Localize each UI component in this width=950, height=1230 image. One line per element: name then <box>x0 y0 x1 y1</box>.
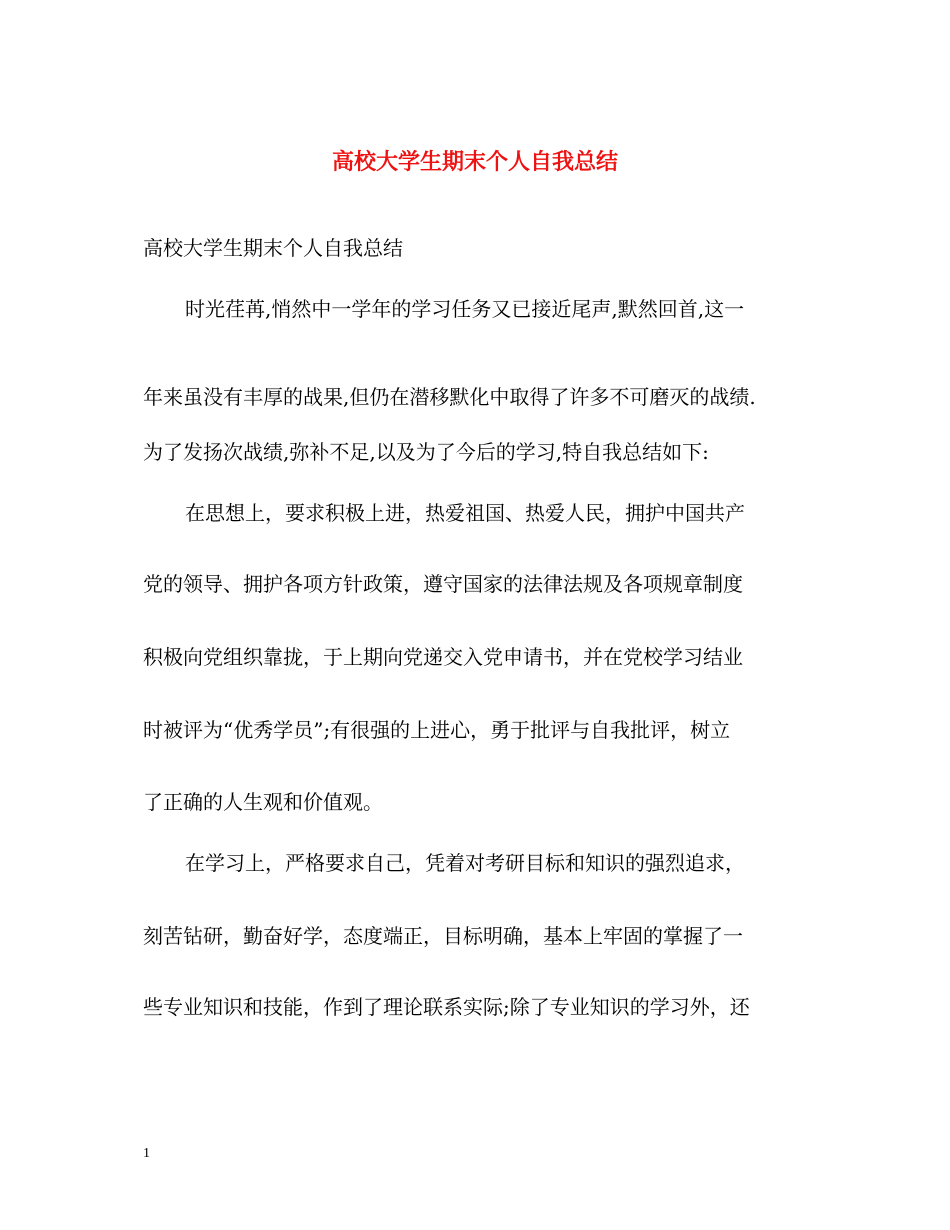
paragraph-line: 年来虽没有丰厚的战果,但仍在潜移默化中取得了许多不可磨灭的战绩. <box>143 385 756 409</box>
paragraph-line: 时被评为“优秀学员”;有很强的上进心，勇于批评与自我批评，树立 <box>143 718 731 742</box>
paragraph-line: 了正确的人生观和价值观。 <box>143 790 383 814</box>
document-title: 高校大学生期末个人自我总结 <box>331 149 618 175</box>
paragraph-line: 刻苦钻研，勤奋好学，态度端正，目标明确，基本上牢固的掌握了一 <box>143 924 743 948</box>
paragraph-line: 在学习上，严格要求自己，凭着对考研目标和知识的强烈追求， <box>185 851 745 875</box>
paragraph-line: 党的领导、拥护各项方针政策，遵守国家的法律法规及各项规章制度 <box>143 572 743 596</box>
paragraph-line: 为了发扬次战绩,弥补不足,以及为了今后的学习,特自我总结如下: <box>143 440 709 464</box>
page-number: 1 <box>143 1146 150 1161</box>
paragraph-line: 时光荏苒,悄然中一学年的学习任务又已接近尾声,默然回首,这一 <box>185 297 745 321</box>
paragraph-line: 积极向党组织靠拢，于上期向党递交入党申请书，并在党校学习结业 <box>143 645 743 669</box>
paragraph-line: 些专业知识和技能，作到了理论联系实际;除了专业知识的学习外，还 <box>143 995 750 1019</box>
paragraph-line: 在思想上，要求积极上进，热爱祖国、热爱人民，拥护中国共产 <box>185 501 745 525</box>
document-subtitle: 高校大学生期末个人自我总结 <box>143 236 403 260</box>
